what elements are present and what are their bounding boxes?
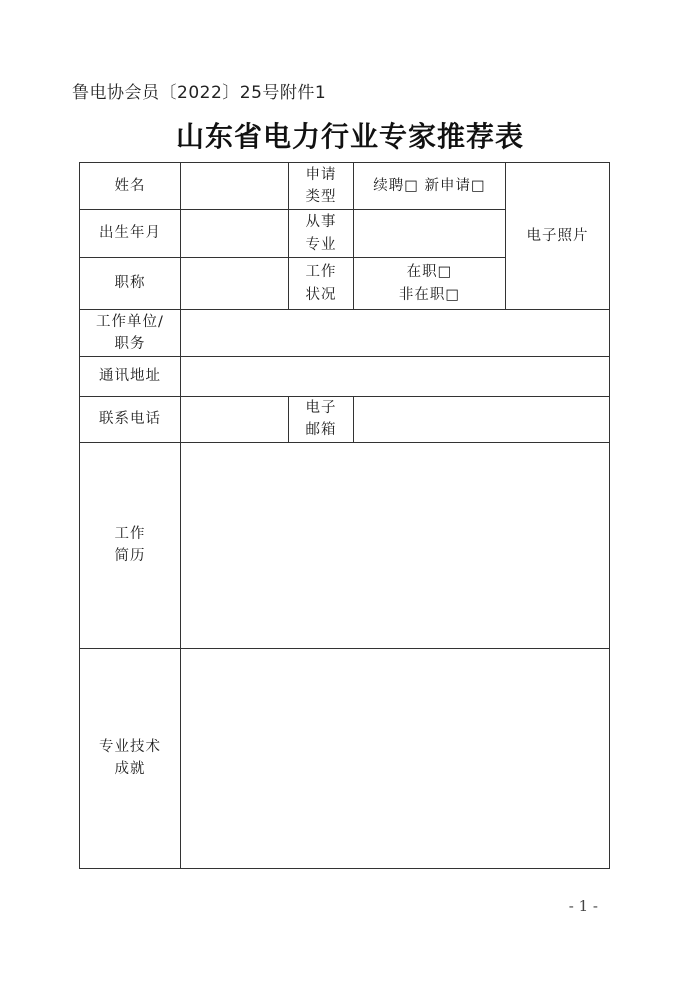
major-field[interactable]: [354, 210, 506, 258]
name-field[interactable]: [181, 163, 289, 210]
title-label: 职称: [80, 258, 181, 310]
document-number: 鲁电协会员〔2022〕25号附件1: [72, 83, 327, 103]
work-status-label: 工作 状况: [289, 258, 354, 310]
page-number: - 1 -: [568, 897, 598, 915]
resume-field[interactable]: [181, 442, 610, 648]
achievements-label: 专业技术 成就: [80, 648, 181, 868]
name-label: 姓名: [80, 163, 181, 210]
phone-field[interactable]: [181, 397, 289, 443]
resume-label: 工作 简历: [80, 442, 181, 648]
email-label: 电子 邮箱: [289, 397, 354, 443]
address-label: 通讯地址: [80, 357, 181, 397]
employer-label: 工作单位/ 职务: [80, 310, 181, 357]
email-field[interactable]: [354, 397, 610, 443]
expert-recommendation-form: [79, 162, 610, 869]
birth-field[interactable]: [181, 210, 289, 258]
achievements-field[interactable]: [181, 648, 610, 868]
major-label: 从事 专业: [289, 210, 354, 258]
phone-label: 联系电话: [80, 397, 181, 443]
birth-label: 出生年月: [80, 210, 181, 258]
work-status-options[interactable]: 在职□ 非在职□: [354, 258, 506, 310]
document-title: 山东省电力行业专家推荐表: [175, 120, 524, 153]
employer-field[interactable]: [181, 310, 610, 357]
title-field[interactable]: [181, 258, 289, 310]
apply-type-options[interactable]: 续聘□ 新申请□: [354, 163, 506, 210]
address-field[interactable]: [181, 357, 610, 397]
photo-cell[interactable]: 电子照片: [506, 163, 610, 310]
apply-type-label: 申请 类型: [289, 163, 354, 210]
